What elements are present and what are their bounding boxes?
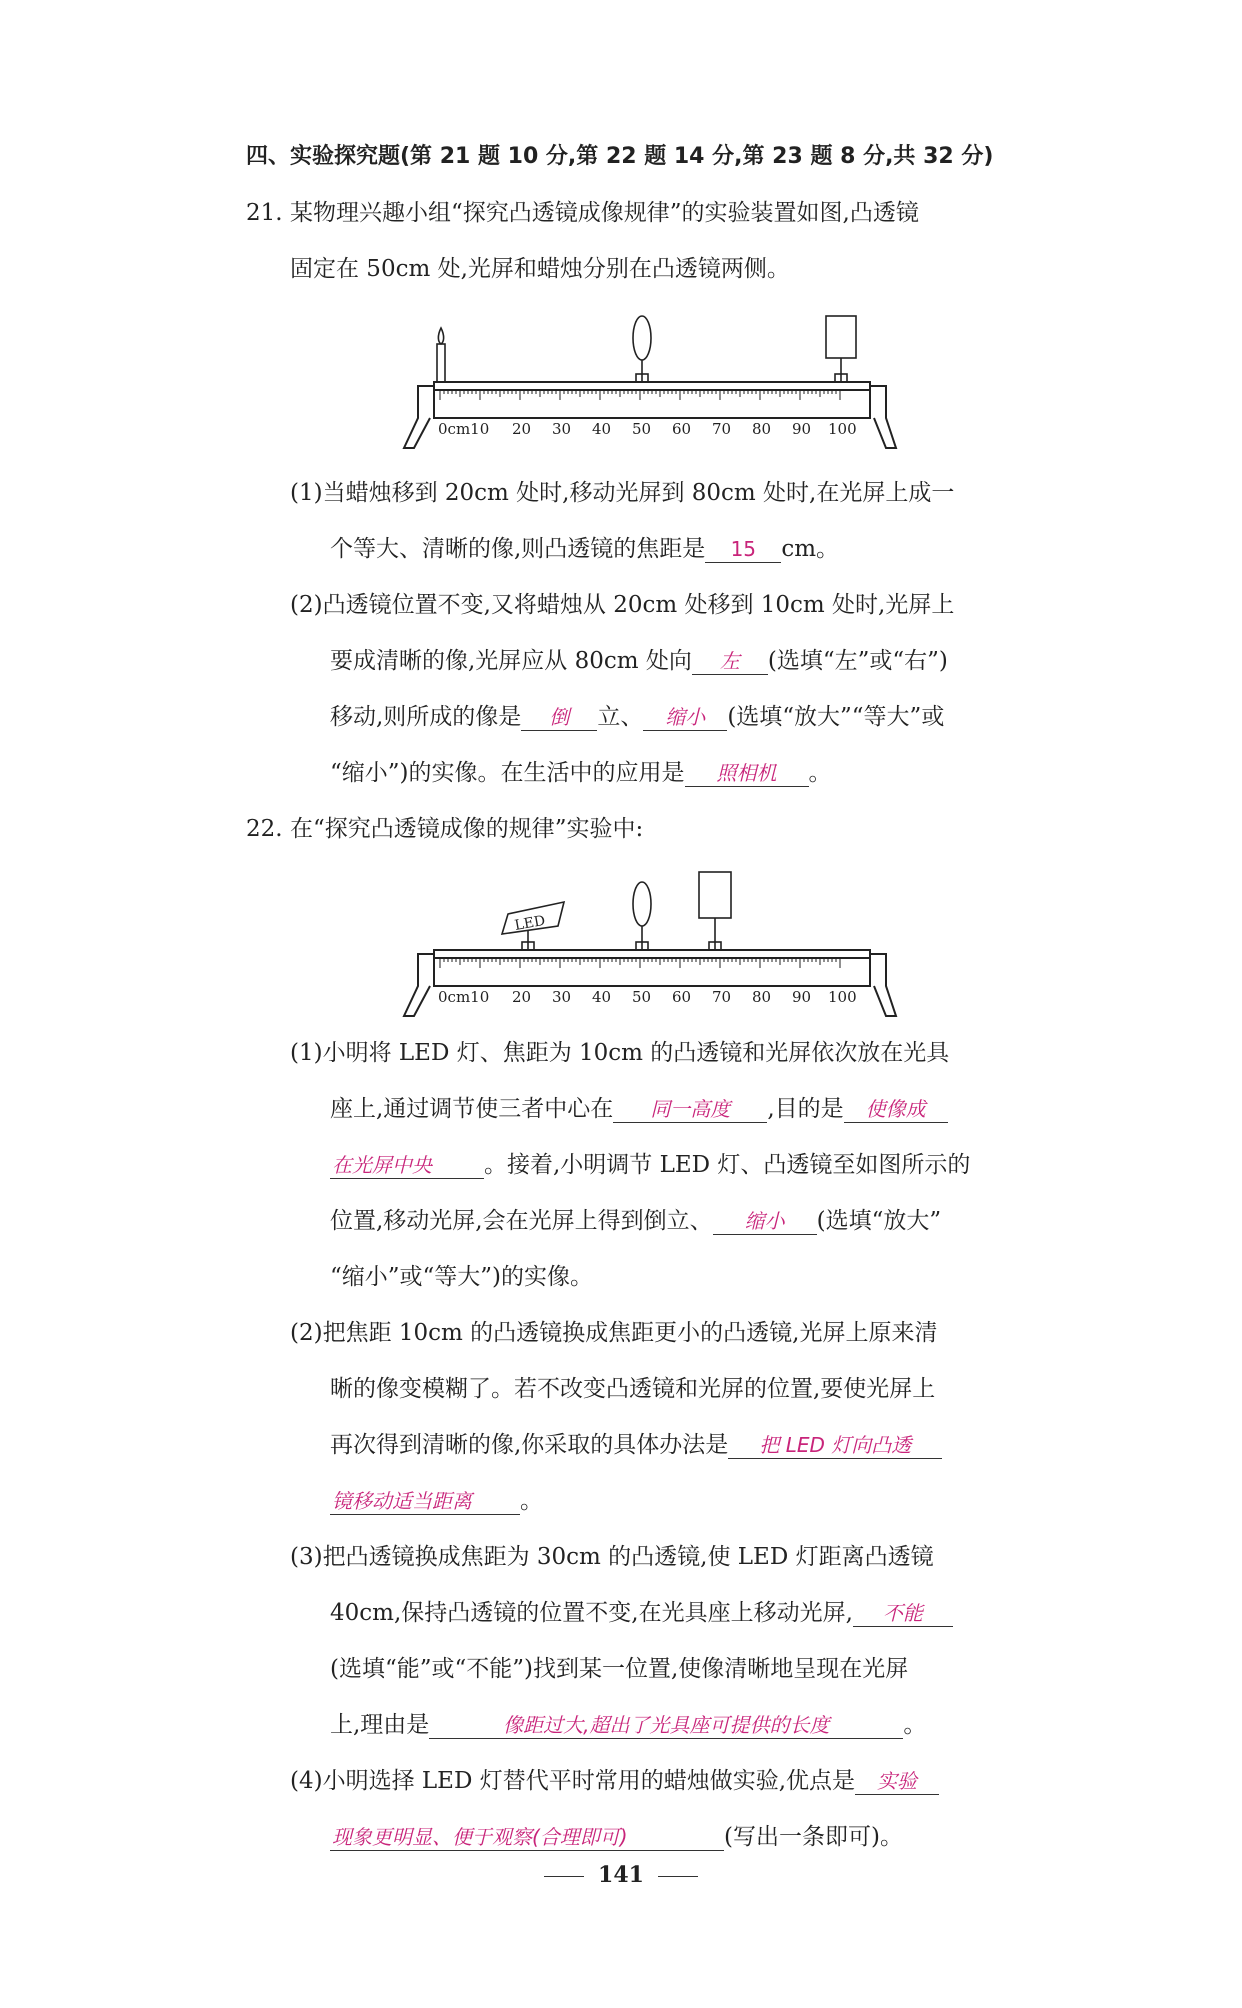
q22-part2-text: 再次得到清晰的像,你采取的具体办法是	[330, 1432, 729, 1458]
tick-label: 70	[712, 420, 732, 438]
q22-part2-answer-b: 镜移动适当距离	[330, 1488, 520, 1515]
q21-part2-line3	[330, 702, 944, 732]
candle-icon	[437, 328, 445, 382]
tick-label: 50	[632, 420, 652, 438]
q21-part2-text: “缩小”)的实像。在生活中的应用是	[330, 760, 685, 786]
q21-part2-answer-direction: 左	[692, 648, 768, 675]
tick-label: 30	[552, 988, 572, 1006]
q22-part2-line1: (2)把焦距 10cm 的凸透镜换成焦距更小的凸透镜,光屏上原来清	[290, 1320, 938, 1346]
q22-part1-line5: “缩小”或“等大”)的实像。	[330, 1264, 594, 1290]
tick-label: 30	[552, 420, 572, 438]
q22-part1-text: 位置,移动光屏,会在光屏上得到倒立、	[330, 1208, 713, 1234]
q22-stem: 在“探究凸透镜成像的规律”实验中:	[290, 816, 644, 842]
tick-label: 100	[828, 420, 857, 438]
q22-part1-line1: (1)小明将 LED 灯、焦距为 10cm 的凸透镜和光屏依次放在光具	[290, 1040, 950, 1066]
q22-part3-text: 。	[903, 1712, 927, 1738]
tick-label: 0cm10	[438, 988, 490, 1006]
q21-part2-line4	[330, 758, 832, 788]
q22-part3-line3: (选填“能”或“不能”)找到某一位置,使像清晰地呈现在光屏	[330, 1656, 909, 1682]
bench-right-leg	[870, 386, 896, 448]
q22-part1-line3	[330, 1150, 970, 1180]
q22-part3-answer-reason: 像距过大,超出了光具座可提供的长度	[429, 1712, 903, 1739]
q21-part1-unit: cm。	[781, 536, 840, 562]
q21-part2-hint: (选填“左”或“右”)	[767, 648, 948, 674]
q21-part2-line2	[330, 646, 948, 676]
q21-part2-answer-orientation: 倒	[521, 704, 597, 731]
tick-label: 50	[632, 988, 652, 1006]
q21-part1-answer: 15	[705, 536, 781, 563]
bench-tick-labels	[438, 420, 857, 438]
q22-part3-line1: (3)把凸透镜换成焦距为 30cm 的凸透镜,使 LED 灯距离凸透镜	[290, 1544, 934, 1570]
q21-part2-answer-size: 缩小	[643, 704, 727, 731]
q22-part4-answer-a: 实验	[855, 1768, 939, 1795]
footer-dash-left	[544, 1876, 584, 1877]
light-screen-icon	[826, 316, 856, 382]
q22-part1-text: ,目的是	[767, 1096, 844, 1122]
q22-part4-text: (4)小明选择 LED 灯替代平时常用的蜡烛做实验,优点是	[290, 1768, 856, 1794]
q22-part1-line4	[330, 1206, 941, 1236]
tick-label: 40	[592, 420, 612, 438]
page-number: 141	[598, 1862, 644, 1888]
tick-label: 40	[592, 988, 612, 1006]
q21-part2-line1: (2)凸透镜位置不变,又将蜡烛从 20cm 处移到 10cm 处时,光屏上	[290, 592, 955, 618]
q22-part1-answer-purpose-a: 使像成	[844, 1096, 948, 1123]
q21-part1-text: 个等大、清晰的像,则凸透镜的焦距是	[330, 536, 706, 562]
bench-right-leg	[870, 954, 896, 1016]
q21-part2-hint: (选填“放大”“等大”或	[727, 704, 945, 730]
q22-part3-text: 40cm,保持凸透镜的位置不变,在光具座上移动光屏,	[330, 1600, 853, 1626]
q22-part3-line4	[330, 1710, 926, 1740]
q22-part1-answer-purpose-b: 在光屏中央	[330, 1152, 484, 1179]
q21-part1-line2	[330, 534, 839, 564]
q22-part4-hint: (写出一条即可)。	[724, 1824, 903, 1850]
q22-part1-answer-height: 同一高度	[613, 1096, 767, 1123]
tick-label: 0cm10	[438, 420, 490, 438]
section-heading: 四、实验探究题(第 21 题 10 分,第 22 题 14 分,第 23 题 8 分,共 32 分)	[246, 144, 994, 169]
tick-label: 90	[792, 420, 812, 438]
tick-label: 20	[512, 988, 532, 1006]
bench-tick-labels	[438, 988, 857, 1006]
q21-stem-line1: 某物理兴趣小组“探究凸透镜成像规律”的实验装置如图,凸透镜	[290, 200, 919, 226]
q22-part1-answer-size: 缩小	[713, 1208, 817, 1235]
q22-part2-answer-a: 把 LED 灯向凸透	[728, 1432, 942, 1459]
q21-part1-line1: (1)当蜡烛移到 20cm 处时,移动光屏到 80cm 处时,在光屏上成一	[290, 480, 955, 506]
tick-label: 70	[712, 988, 732, 1006]
q22-part3-text: 上,理由是	[330, 1712, 430, 1738]
q22-part2-line3	[330, 1430, 942, 1460]
tick-label: 20	[512, 420, 532, 438]
footer-dash-right	[658, 1876, 698, 1877]
tick-label: 80	[752, 420, 772, 438]
q21-optical-bench-figure	[400, 314, 900, 454]
q22-part2-line2: 晰的像变模糊了。若不改变凸透镜和光屏的位置,要使光屏上	[330, 1376, 936, 1402]
tick-label: 60	[672, 420, 692, 438]
q21-part2-text: 要成清晰的像,光屏应从 80cm 处向	[330, 648, 692, 674]
bench-left-leg	[404, 386, 434, 448]
tick-label: 90	[792, 988, 812, 1006]
light-screen-icon	[699, 872, 731, 950]
q21-stem-line2: 固定在 50cm 处,光屏和蜡烛分别在凸透镜两侧。	[290, 256, 790, 282]
q22-part3-line2	[330, 1598, 953, 1628]
q22-part4-line2	[330, 1822, 903, 1852]
q21-part2-text: 移动,则所成的像是	[330, 704, 522, 730]
q22-optical-bench-figure	[400, 870, 900, 1020]
q22-part1-hint: (选填“放大”	[816, 1208, 942, 1234]
page-number-footer	[0, 1862, 1242, 1888]
bench-left-leg	[404, 954, 434, 1016]
q21-number: 21.	[246, 200, 283, 226]
q22-part4-answer-b: 现象更明显、便于观察(合理即可)	[330, 1824, 724, 1851]
bench-rail	[434, 382, 870, 418]
tick-label: 100	[828, 988, 857, 1006]
bench-rail	[434, 950, 870, 986]
q22-number: 22.	[246, 816, 283, 842]
convex-lens-icon	[633, 316, 651, 382]
led-label: LED	[513, 912, 547, 934]
tick-label: 60	[672, 988, 692, 1006]
q21-part2-answer-application: 照相机	[685, 760, 809, 787]
q21-part2-text: 立、	[597, 704, 644, 730]
convex-lens-icon	[633, 882, 651, 950]
q22-part3-answer-can: 不能	[853, 1600, 953, 1627]
q21-part2-text: 。	[808, 760, 832, 786]
q22-part1-text: 。接着,小明调节 LED 灯、凸透镜至如图所示的	[484, 1152, 971, 1178]
q22-part2-text: 。	[520, 1488, 543, 1514]
q22-part2-line4	[330, 1486, 543, 1516]
q22-part4-line1	[290, 1766, 939, 1796]
q22-part1-text: 座上,通过调节使三者中心在	[330, 1096, 614, 1122]
tick-label: 80	[752, 988, 772, 1006]
q22-part1-line2	[330, 1094, 948, 1124]
